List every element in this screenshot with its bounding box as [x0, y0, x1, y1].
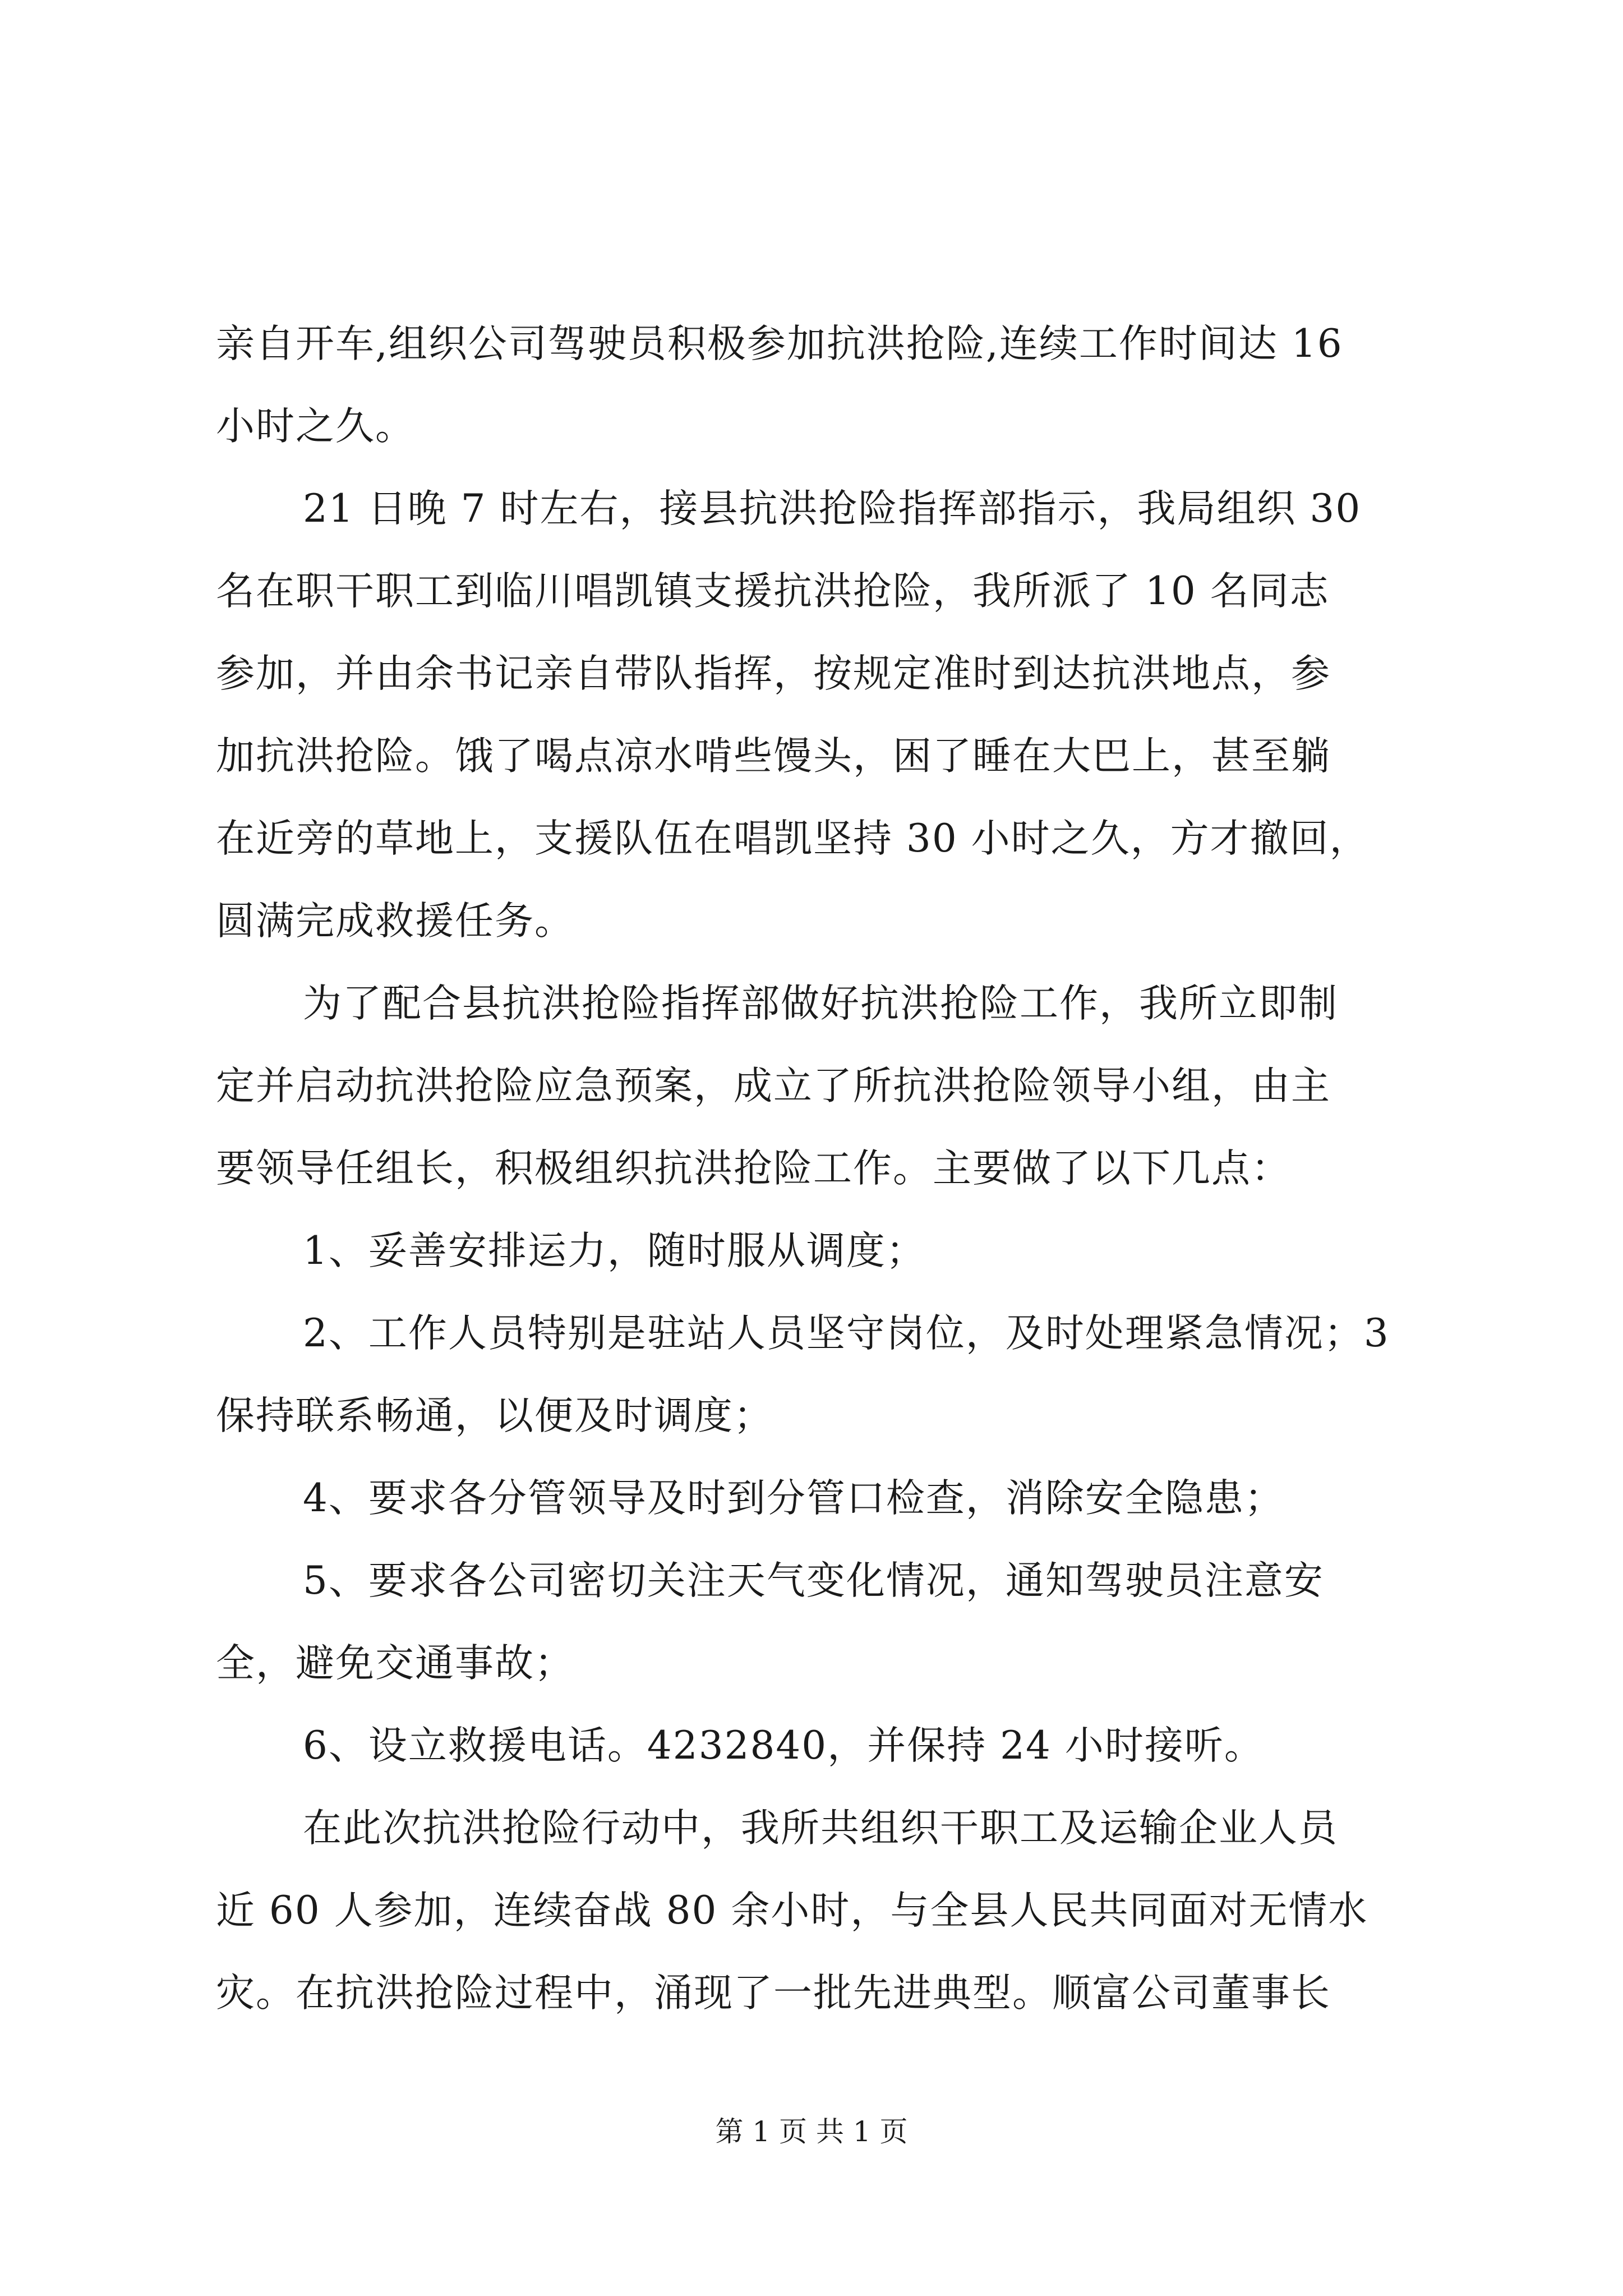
text-line: 小时之久。	[216, 404, 415, 449]
text-line: 近 60 人参加，连续奋战 80 余小时，与全县人民共同面对无情水	[216, 1888, 1368, 1933]
text-line: 全，避免交通事故；	[216, 1641, 574, 1686]
text-line: 名在职干职工到临川唱凯镇支援抗洪抢险，我所派了 10 名同志	[216, 569, 1330, 614]
text-line: 要领导任组长，积极组织抗洪抢险工作。主要做了以下几点：	[216, 1146, 1291, 1191]
list-item-line: 1、妥善安排运力，随时服从调度；	[303, 1228, 926, 1273]
document-body	[216, 303, 1430, 2035]
list-item-line: 6、设立救援电话。4232840，并保持 24 小时接听。	[303, 1723, 1264, 1768]
paragraph-start-line: 在此次抗洪抢险行动中，我所共组织干职工及运输企业人员	[303, 1806, 1338, 1851]
list-item-line: 2、工作人员特别是驻站人员坚守岗位，及时处理紧急情况；3	[303, 1311, 1390, 1356]
text-line: 灾。在抗洪抢险过程中，涌现了一批先进典型。顺富公司董事长	[216, 1971, 1331, 2016]
paragraph-start-line: 为了配合县抗洪抢险指挥部做好抗洪抢险工作，我所立即制	[303, 981, 1338, 1026]
text-line: 亲自开车,组织公司驾驶员积极参加抗洪抢险,连续工作时间达 16	[216, 321, 1343, 366]
list-item-line: 5、要求各公司密切关注天气变化情况，通知驾驶员注意安	[303, 1558, 1324, 1603]
text-line: 定并启动抗洪抢险应急预案，成立了所抗洪抢险领导小组，由主	[216, 1064, 1331, 1108]
page-number-label: 第 1 页 共 1 页	[715, 2115, 908, 2148]
list-item-line: 4、要求各分管领导及时到分管口检查，消除安全隐患；	[303, 1476, 1284, 1521]
page-footer	[0, 2115, 1623, 2148]
text-line: 圆满完成救援任务。	[216, 899, 574, 944]
text-line: 参加，并由余书记亲自带队指挥，按规定准时到达抗洪地点，参	[216, 651, 1331, 696]
text-line: 保持联系畅通，以便及时调度；	[216, 1393, 773, 1438]
paragraph-start-line: 21 日晚 7 时左右，接县抗洪抢险指挥部指示，我局组织 30	[303, 486, 1362, 531]
text-line: 加抗洪抢险。饿了喝点凉水啃些馒头，困了睡在大巴上，甚至躺	[216, 734, 1331, 779]
text-line: 在近旁的草地上，支援队伍在唱凯坚持 30 小时之久，方才撤回，	[216, 816, 1370, 861]
